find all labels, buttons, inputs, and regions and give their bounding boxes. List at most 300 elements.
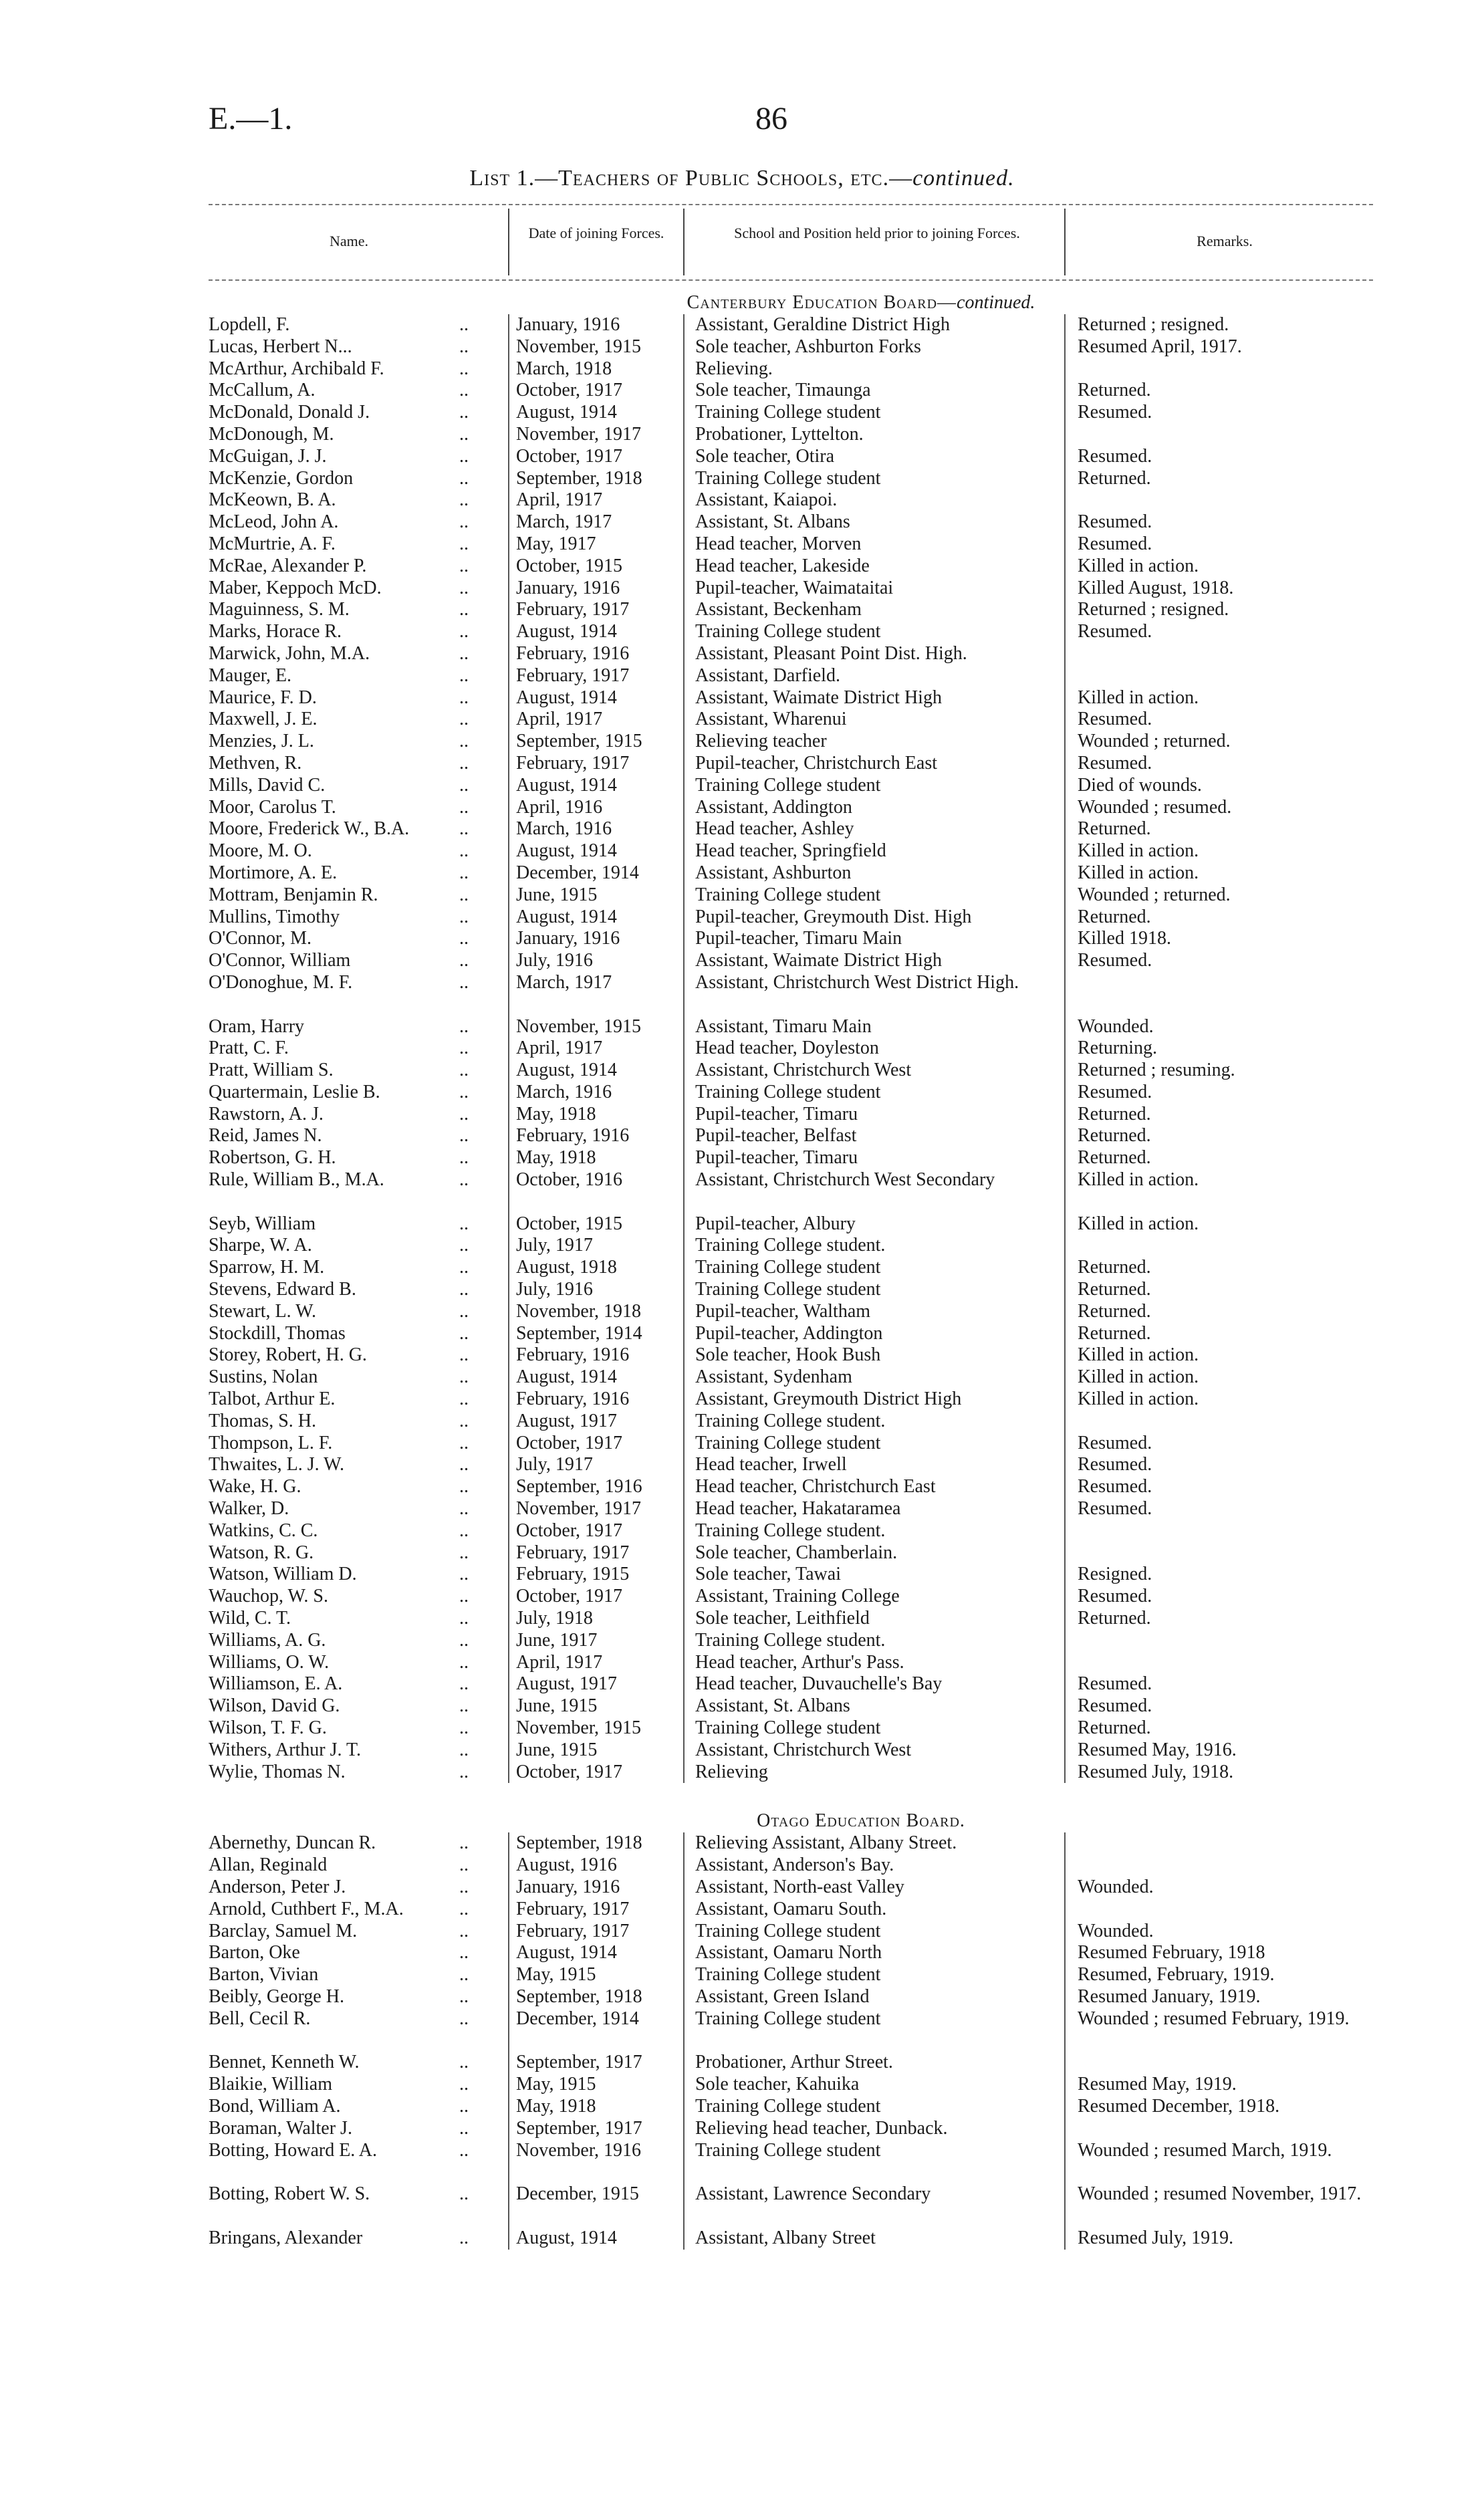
column-divider (508, 1855, 509, 1877)
teacher-name: Moor, Carolus T. (209, 796, 336, 818)
school-position: Sole teacher, Timaunga (695, 380, 871, 401)
teacher-name: Talbot, Arthur E. (209, 1389, 336, 1410)
leader-dots: .. (459, 1498, 469, 1520)
date-joined: October, 1915 (516, 1213, 623, 1234)
column-divider (683, 928, 685, 950)
column-divider (1064, 533, 1066, 556)
column-divider (1064, 1125, 1066, 1147)
column-divider (683, 1301, 685, 1323)
teacher-name: Maber, Keppoch McD. (209, 577, 382, 598)
teacher-name: Wylie, Thomas N. (209, 1761, 346, 1782)
section-title (209, 291, 1373, 314)
table-row (209, 1608, 1373, 1630)
date-joined: October, 1917 (516, 1586, 623, 1607)
column-divider (1064, 1411, 1066, 1433)
school-position: Pupil-teacher, Timaru Main (695, 928, 902, 949)
teacher-name: Mills, David C. (209, 774, 326, 796)
date-joined: July, 1917 (516, 1235, 593, 1256)
remarks: Resumed. (1078, 1586, 1152, 1607)
table-row (209, 950, 1373, 972)
column-divider (1064, 1082, 1066, 1104)
date-joined: February, 1917 (516, 599, 630, 620)
leader-dots: .. (459, 2052, 469, 2073)
remarks: Resumed. (1078, 1454, 1152, 1475)
remarks: Returned ; resigned. (1078, 314, 1229, 335)
date-joined: May, 1918 (516, 2095, 596, 2117)
column-divider (683, 402, 685, 424)
column-divider (1064, 314, 1066, 336)
date-joined: August, 1916 (516, 1855, 617, 1876)
column-divider (1064, 1673, 1066, 1695)
column-divider (1064, 1433, 1066, 1455)
table-row (209, 1586, 1373, 1608)
teacher-name: Lucas, Herbert N... (209, 336, 352, 357)
column-divider (508, 2183, 509, 2228)
column-divider (683, 1169, 685, 1213)
date-joined: September, 1918 (516, 467, 642, 489)
school-position: Sole teacher, Chamberlain. (695, 1542, 898, 1563)
teacher-name: Bringans, Alexander (209, 2227, 363, 2248)
column-divider (508, 1652, 509, 1674)
remarks: Resumed January, 1919. (1078, 1986, 1261, 2007)
date-joined: January, 1916 (516, 577, 620, 598)
remarks: Resumed. (1078, 533, 1152, 554)
table-row (209, 1082, 1373, 1104)
column-divider (1064, 1235, 1066, 1257)
column-divider (683, 1082, 685, 1104)
school-position: Sole teacher, Kahuika (695, 2074, 860, 2095)
remarks: Wounded. (1078, 1015, 1154, 1037)
column-divider (1064, 775, 1066, 797)
column-divider (1064, 1832, 1066, 1855)
column-divider (508, 1454, 509, 1476)
school-position: Training College student. (695, 1410, 886, 1431)
leader-dots: .. (459, 1454, 469, 1475)
date-joined: May, 1918 (516, 1103, 596, 1124)
date-joined: November, 1915 (516, 1717, 642, 1738)
column-divider (508, 1717, 509, 1740)
teacher-name: Watson, R. G. (209, 1542, 314, 1563)
table-row (209, 1542, 1373, 1564)
teacher-name: Robertson, G. H. (209, 1147, 336, 1169)
column-divider (1064, 1169, 1066, 1213)
remarks: Returning. (1078, 1038, 1157, 1059)
leader-dots: .. (459, 1629, 469, 1651)
column-divider (683, 1695, 685, 1717)
remarks: Resumed. (1078, 1673, 1152, 1695)
column-divider (1064, 2096, 1066, 2118)
date-joined: January, 1916 (516, 1876, 620, 1897)
remarks: Resumed. (1078, 1432, 1152, 1453)
table-row (209, 556, 1373, 578)
table-row (209, 862, 1373, 884)
date-joined: March, 1916 (516, 818, 612, 840)
date-joined: September, 1917 (516, 2052, 642, 2073)
column-divider (683, 1257, 685, 1279)
table-row (209, 1104, 1373, 1126)
date-joined: April, 1917 (516, 1651, 603, 1673)
column-divider (683, 818, 685, 840)
teacher-name: McGuigan, J. J. (209, 445, 327, 467)
date-joined: February, 1917 (516, 1542, 630, 1563)
column-divider (683, 1673, 685, 1695)
column-divider (683, 1520, 685, 1542)
school-position: Training College student. (695, 1520, 886, 1541)
table-row (209, 1520, 1373, 1542)
teacher-name: Barton, Vivian (209, 1964, 319, 1986)
date-joined: January, 1916 (516, 928, 620, 949)
leader-dots: .. (459, 1673, 469, 1695)
column-divider (508, 1542, 509, 1564)
column-divider (508, 1213, 509, 1235)
school-position: Assistant, St. Albans (695, 511, 850, 533)
column-divider (508, 402, 509, 424)
column-divider (683, 1942, 685, 1964)
column-divider (508, 533, 509, 556)
column-divider (508, 1564, 509, 1586)
column-divider (508, 928, 509, 950)
school-position: Assistant, Christchurch West (695, 1739, 912, 1760)
date-joined: September, 1915 (516, 731, 642, 752)
school-position: Pupil-teacher, Addington (695, 1322, 883, 1344)
column-divider (683, 1717, 685, 1740)
school-position: Head teacher, Lakeside (695, 555, 870, 576)
school-position: Training College student (695, 774, 881, 796)
table-row (209, 907, 1373, 929)
school-position: Head teacher, Morven (695, 533, 862, 554)
column-divider (683, 424, 685, 446)
column-divider (683, 2074, 685, 2096)
column-divider (1064, 1877, 1066, 1899)
column-divider (1064, 884, 1066, 907)
remarks: Resumed. (1078, 709, 1152, 730)
column-divider (1064, 424, 1066, 446)
remarks: Returned. (1078, 467, 1151, 489)
teacher-name: McKenzie, Gordon (209, 467, 354, 489)
column-divider (1064, 840, 1066, 862)
table-row (209, 336, 1373, 358)
date-joined: March, 1917 (516, 971, 612, 993)
column-divider (1064, 599, 1066, 621)
school-position: Assistant, Darfield. (695, 665, 840, 686)
date-joined: August, 1914 (516, 1942, 617, 1963)
teacher-name: Moore, M. O. (209, 840, 312, 862)
column-divider (508, 511, 509, 533)
column-divider (508, 775, 509, 797)
date-joined: May, 1915 (516, 1964, 596, 1986)
column-divider (508, 1832, 509, 1855)
column-divider (1064, 928, 1066, 950)
leader-dots: .. (459, 1520, 469, 1541)
school-position: Training College student (695, 2008, 881, 2029)
teacher-name: Rawstorn, A. J. (209, 1103, 324, 1124)
school-position: Probationer, Arthur Street. (695, 2052, 893, 2073)
remarks: Returned. (1078, 380, 1151, 401)
section-gap (209, 1783, 1373, 1810)
teacher-name: Stockdill, Thomas (209, 1322, 346, 1344)
table-row (209, 2118, 1373, 2140)
date-joined: February, 1917 (516, 752, 630, 773)
leader-dots: .. (459, 1920, 469, 1941)
leader-dots: .. (459, 1476, 469, 1498)
teacher-name: O'Connor, William (209, 950, 351, 971)
teacher-name: Stevens, Edward B. (209, 1279, 356, 1300)
school-position: Relieving Assistant, Albany Street. (695, 1832, 957, 1854)
remarks: Returned. (1078, 1300, 1151, 1322)
school-position: Pupil-teacher, Waltham (695, 1300, 871, 1322)
teacher-name: McArthur, Archibald F. (209, 358, 384, 379)
table-row (209, 446, 1373, 468)
date-joined: June, 1915 (516, 1739, 598, 1760)
school-position: Assistant, North-east Valley (695, 1876, 904, 1897)
teacher-name: Mullins, Timothy (209, 906, 340, 927)
column-divider (683, 511, 685, 533)
column-divider (683, 1279, 685, 1301)
remarks: Resumed. (1078, 752, 1152, 773)
remarks: Returned. (1078, 1125, 1151, 1147)
date-joined: November, 1915 (516, 336, 642, 357)
teacher-name: Bell, Cecil R. (209, 2008, 311, 2029)
teacher-name: Watson, William D. (209, 1564, 357, 1585)
leader-dots: .. (459, 687, 469, 708)
column-divider (508, 797, 509, 819)
remarks: Killed in action. (1078, 1344, 1199, 1366)
table-row (209, 753, 1373, 775)
column-divider (1064, 209, 1066, 275)
leader-dots: .. (459, 489, 469, 511)
leader-dots: .. (459, 1279, 469, 1300)
date-joined: November, 1917 (516, 423, 642, 445)
remarks: Resumed May, 1916. (1078, 1739, 1237, 1760)
leader-dots: .. (459, 402, 469, 423)
leader-dots: .. (459, 1389, 469, 1410)
school-position: Training College student (695, 2139, 881, 2161)
column-divider (1064, 1213, 1066, 1235)
table-row (209, 599, 1373, 621)
leader-dots: .. (459, 1855, 469, 1876)
school-position: Pupil-teacher, Timaru (695, 1103, 858, 1124)
column-divider (683, 1389, 685, 1411)
remarks: Returned ; resuming. (1078, 1060, 1235, 1081)
date-joined: November, 1917 (516, 1498, 642, 1520)
table-row (209, 2052, 1373, 2074)
school-position: Training College student (695, 1279, 881, 1300)
date-joined: September, 1914 (516, 1322, 642, 1344)
school-position: Head teacher, Doyleston (695, 1038, 879, 1059)
column-divider (1064, 402, 1066, 424)
teacher-name: Blaikie, William (209, 2074, 332, 2095)
leader-dots: .. (459, 2095, 469, 2117)
column-divider (508, 1104, 509, 1126)
remarks: Wounded ; resumed February, 1919. (1078, 2008, 1350, 2029)
remarks: Resumed. (1078, 1695, 1152, 1717)
teacher-name: Quartermain, Leslie B. (209, 1081, 380, 1102)
table-row (209, 1323, 1373, 1345)
table-row (209, 884, 1373, 907)
table-row (209, 1344, 1373, 1366)
table-row (209, 1279, 1373, 1301)
column-divider (683, 468, 685, 490)
table-row (209, 775, 1373, 797)
school-position: Relieving teacher (695, 731, 827, 752)
teacher-name: Arnold, Cuthbert F., M.A. (209, 1898, 404, 1919)
section-title-text: Canterbury Education Board— (687, 292, 957, 313)
column-divider (508, 972, 509, 1016)
table-row (209, 489, 1373, 511)
column-divider (508, 1169, 509, 1213)
column-divider (1064, 1476, 1066, 1498)
leader-dots: .. (459, 1942, 469, 1963)
date-joined: April, 1916 (516, 796, 603, 818)
school-position: Training College student (695, 1717, 881, 1738)
school-position: Assistant, Oamaru South. (695, 1898, 887, 1919)
column-divider (683, 1921, 685, 1943)
column-divider (1064, 489, 1066, 511)
date-joined: August, 1914 (516, 906, 617, 927)
date-joined: July, 1916 (516, 950, 593, 971)
column-divider (508, 1433, 509, 1455)
school-position: Training College student (695, 467, 881, 489)
table-row (209, 1673, 1373, 1695)
column-divider (508, 1673, 509, 1695)
column-divider (508, 468, 509, 490)
column-divider (683, 731, 685, 753)
table-row (209, 380, 1373, 402)
leader-dots: .. (459, 818, 469, 840)
column-divider (1064, 2052, 1066, 2074)
column-divider (683, 1344, 685, 1366)
teacher-name: Beibly, George H. (209, 1986, 344, 2007)
column-divider (683, 1411, 685, 1433)
school-position: Sole teacher, Hook Bush (695, 1344, 881, 1366)
column-divider (508, 380, 509, 402)
leader-dots: .. (459, 884, 469, 905)
school-position: Assistant, Christchurch West Secondary (695, 1169, 995, 1191)
column-divider (1064, 1520, 1066, 1542)
teacher-name: Marks, Horace R. (209, 621, 342, 642)
column-divider (508, 1060, 509, 1082)
column-divider (683, 1125, 685, 1147)
table-row (209, 578, 1373, 600)
column-divider (1064, 2140, 1066, 2184)
teacher-name: Menzies, J. L. (209, 731, 314, 752)
remarks: Resumed, February, 1919. (1078, 1964, 1275, 1986)
leader-dots: .. (459, 840, 469, 862)
column-divider (508, 1520, 509, 1542)
column-divider (683, 358, 685, 380)
teacher-name: Anderson, Peter J. (209, 1876, 346, 1897)
column-divider (683, 1762, 685, 1784)
column-divider (508, 1986, 509, 2008)
table-row (209, 1564, 1373, 1586)
column-header-date: Date of joining Forces. (528, 225, 664, 241)
date-joined: August, 1917 (516, 1673, 617, 1695)
table-row (209, 1125, 1373, 1147)
date-joined: November, 1918 (516, 1300, 642, 1322)
table-row (209, 1877, 1373, 1899)
leader-dots: .. (459, 555, 469, 576)
column-divider (508, 907, 509, 929)
school-position: Head teacher, Ashley (695, 818, 854, 840)
leader-dots: .. (459, 336, 469, 357)
column-divider (1064, 1921, 1066, 1943)
table-row (209, 1411, 1373, 1433)
leader-dots: .. (459, 314, 469, 335)
leader-dots: .. (459, 467, 469, 489)
date-joined: October, 1917 (516, 1761, 623, 1782)
date-joined: July, 1916 (516, 1279, 593, 1300)
column-divider (1064, 1855, 1066, 1877)
column-divider (1064, 556, 1066, 578)
leader-dots: .. (459, 1761, 469, 1782)
column-divider (1064, 2008, 1066, 2052)
remarks: Resumed July, 1918. (1078, 1761, 1234, 1782)
leader-dots: .. (459, 1257, 469, 1278)
table-row (209, 1899, 1373, 1921)
leader-dots: .. (459, 1586, 469, 1607)
column-divider (1064, 1060, 1066, 1082)
remarks: Returned. (1078, 1257, 1151, 1278)
date-joined: August, 1914 (516, 774, 617, 796)
column-divider (1064, 1740, 1066, 1762)
column-divider (1064, 1366, 1066, 1389)
remarks: Killed in action. (1078, 862, 1199, 883)
column-divider (1064, 1038, 1066, 1060)
column-divider (683, 1877, 685, 1899)
leader-dots: .. (459, 2008, 469, 2029)
column-divider (683, 1104, 685, 1126)
column-divider (683, 687, 685, 709)
school-position: Sole teacher, Ashburton Forks (695, 336, 921, 357)
column-divider (1064, 1717, 1066, 1740)
remarks: Wounded ; resumed March, 1919. (1078, 2139, 1332, 2161)
remarks: Wounded ; resumed November, 1917. (1078, 2183, 1362, 2205)
column-divider (508, 818, 509, 840)
remarks: Resigned. (1078, 1564, 1152, 1585)
column-divider (683, 2052, 685, 2074)
column-divider (1064, 511, 1066, 533)
school-position: Head teacher, Hakataramea (695, 1498, 901, 1520)
leader-dots: .. (459, 445, 469, 467)
leader-dots: .. (459, 731, 469, 752)
leader-dots: .. (459, 665, 469, 686)
teacher-name: Barton, Oke (209, 1942, 300, 1963)
school-position: Pupil-teacher, Albury (695, 1213, 856, 1234)
column-divider (683, 1060, 685, 1082)
teacher-name: Williams, A. G. (209, 1629, 326, 1651)
remarks: Returned. (1078, 906, 1151, 927)
school-position: Probationer, Lyttelton. (695, 423, 864, 445)
column-divider (508, 2096, 509, 2118)
column-divider (508, 709, 509, 731)
school-position: Head teacher, Arthur's Pass. (695, 1651, 904, 1673)
leader-dots: .. (459, 1213, 469, 1234)
column-divider (1064, 1454, 1066, 1476)
column-divider (683, 556, 685, 578)
teacher-name: Maurice, F. D. (209, 687, 317, 708)
leader-dots: .. (459, 1366, 469, 1388)
table-row (209, 1433, 1373, 1455)
date-joined: February, 1917 (516, 1920, 630, 1941)
remarks: Died of wounds. (1078, 774, 1202, 796)
school-position: Assistant, Greymouth District High (695, 1389, 962, 1410)
leader-dots: .. (459, 577, 469, 598)
column-divider (1064, 665, 1066, 687)
running-header-left: E.—1. (209, 101, 293, 136)
column-divider (508, 2140, 509, 2184)
column-divider (1064, 731, 1066, 753)
teacher-name: Sustins, Nolan (209, 1366, 318, 1388)
